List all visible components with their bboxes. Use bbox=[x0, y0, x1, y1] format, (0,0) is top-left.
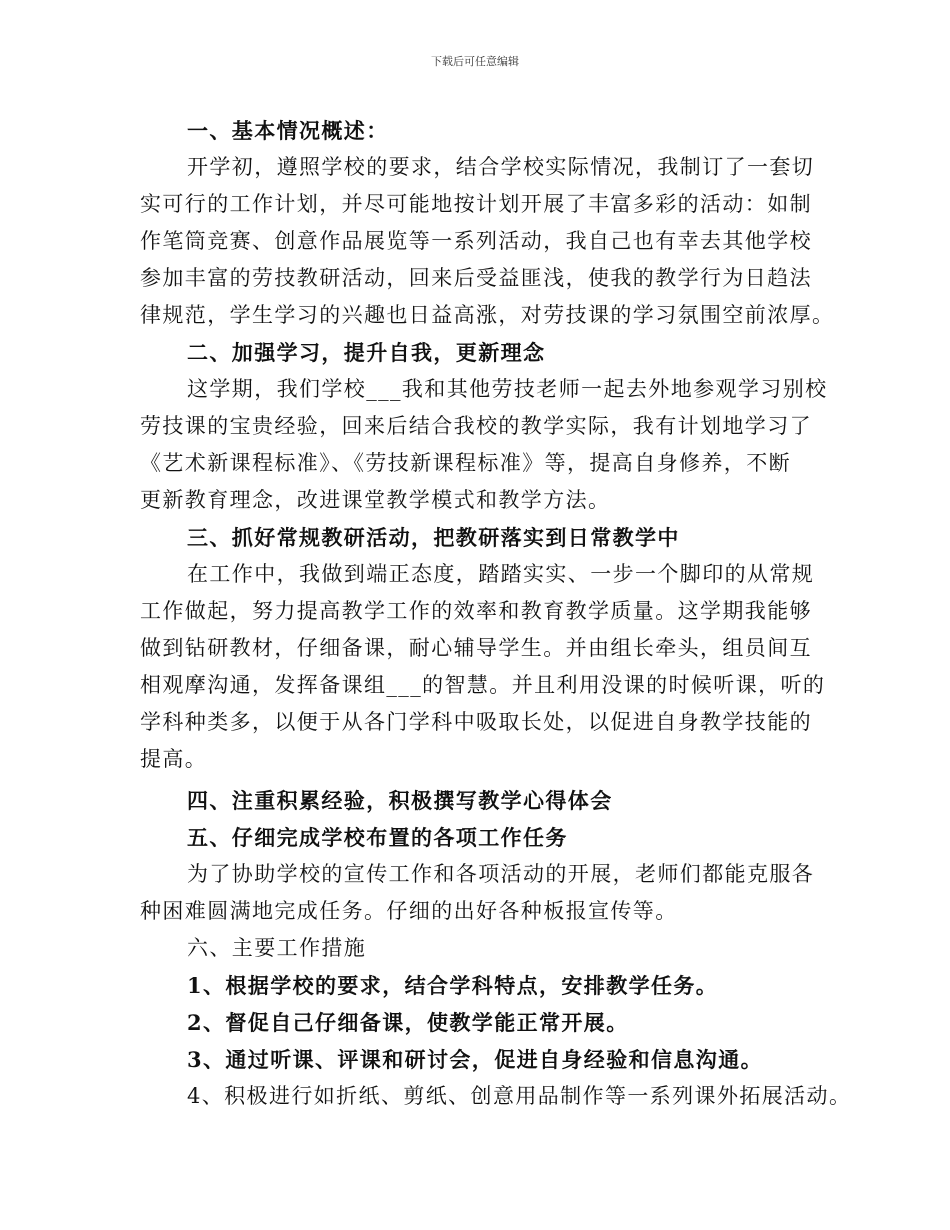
section-heading-3: 三、抓好常规教研活动，把教研落实到日常教学中 bbox=[187, 525, 680, 550]
paragraph-line: 学科种类多，以便于从各门学科中吸取长处，以促进自身教学技能的 bbox=[140, 710, 812, 734]
paragraph-line: 开学初，遵照学校的要求，结合学校实际情况，我制订了一套切 bbox=[187, 155, 815, 179]
document-body bbox=[140, 112, 852, 1115]
paragraph-line: 劳技课的宝贵经验，回来后结合我校的教学实际，我有计划地学习了 bbox=[140, 414, 812, 438]
paragraph-line: 实可行的工作计划，并尽可能地按计划开展了丰富多彩的活动：如制 bbox=[140, 192, 812, 216]
section-heading-4: 四、注重积累经验，积极撰写教学心得体会 bbox=[187, 788, 613, 813]
section-heading-6: 六、主要工作措施 bbox=[187, 936, 367, 960]
paragraph-line: 相观摩沟通，发挥备课组___的智慧。并且利用没课的时候听课，听的 bbox=[140, 673, 826, 697]
list-item: 3、通过听课、评课和研讨会，促进自身经验和信息沟通。 bbox=[187, 1047, 764, 1072]
paragraph-line: 这学期，我们学校___我和其他劳技老师一起去外地参观学习别校 bbox=[187, 377, 828, 401]
paragraph-line: 律规范，学生学习的兴趣也日益高涨，对劳技课的学习氛围空前浓厚。 bbox=[140, 303, 835, 327]
list-item: 1、根据学校的要求，结合学科特点，安排教学任务。 bbox=[187, 973, 719, 998]
paragraph-line: 为了协助学校的宣传工作和各项活动的开展，老师们都能克服各 bbox=[187, 862, 815, 886]
paragraph-line: 提高。 bbox=[140, 747, 208, 771]
section-heading-1: 一、基本情况概述： bbox=[187, 118, 389, 143]
list-item: 4、积极进行如折纸、剪纸、创意用品制作等一系列课外拓展活动。 bbox=[187, 1084, 852, 1108]
paragraph-line: 工作做起，努力提高教学工作的效率和教育教学质量。这学期我能够 bbox=[140, 599, 812, 623]
paragraph-line: 在工作中，我做到端正态度，踏踏实实、一步一个脚印的从常规 bbox=[187, 562, 815, 586]
paragraph-line: 做到钻研教材，仔细备课，耐心辅导学生。并由组长牵头，组员间互 bbox=[140, 636, 812, 660]
paragraph-line: 《艺术新课程标准》、《劳技新课程标准》等，提高自身修养，不断 bbox=[140, 451, 791, 475]
section-heading-5: 五、仔细完成学校布置的各项工作任务 bbox=[187, 825, 568, 850]
paragraph-line: 参加丰富的劳技教研活动，回来后受益匪浅，使我的教学行为日趋法 bbox=[140, 266, 812, 290]
page-header: 下载后可任意编辑 bbox=[431, 55, 519, 68]
list-item: 2、督促自己仔细备课，使教学能正常开展。 bbox=[187, 1010, 629, 1035]
section-heading-2: 二、加强学习，提升自我，更新理念 bbox=[187, 340, 546, 365]
paragraph-line: 作笔筒竞赛、创意作品展览等一系列活动，我自己也有幸去其他学校 bbox=[140, 229, 812, 253]
paragraph-line: 更新教育理念，改进课堂教学模式和教学方法。 bbox=[140, 488, 611, 512]
paragraph-line: 种困难圆满地完成任务。仔细的出好各种板报宣传等。 bbox=[140, 899, 678, 923]
